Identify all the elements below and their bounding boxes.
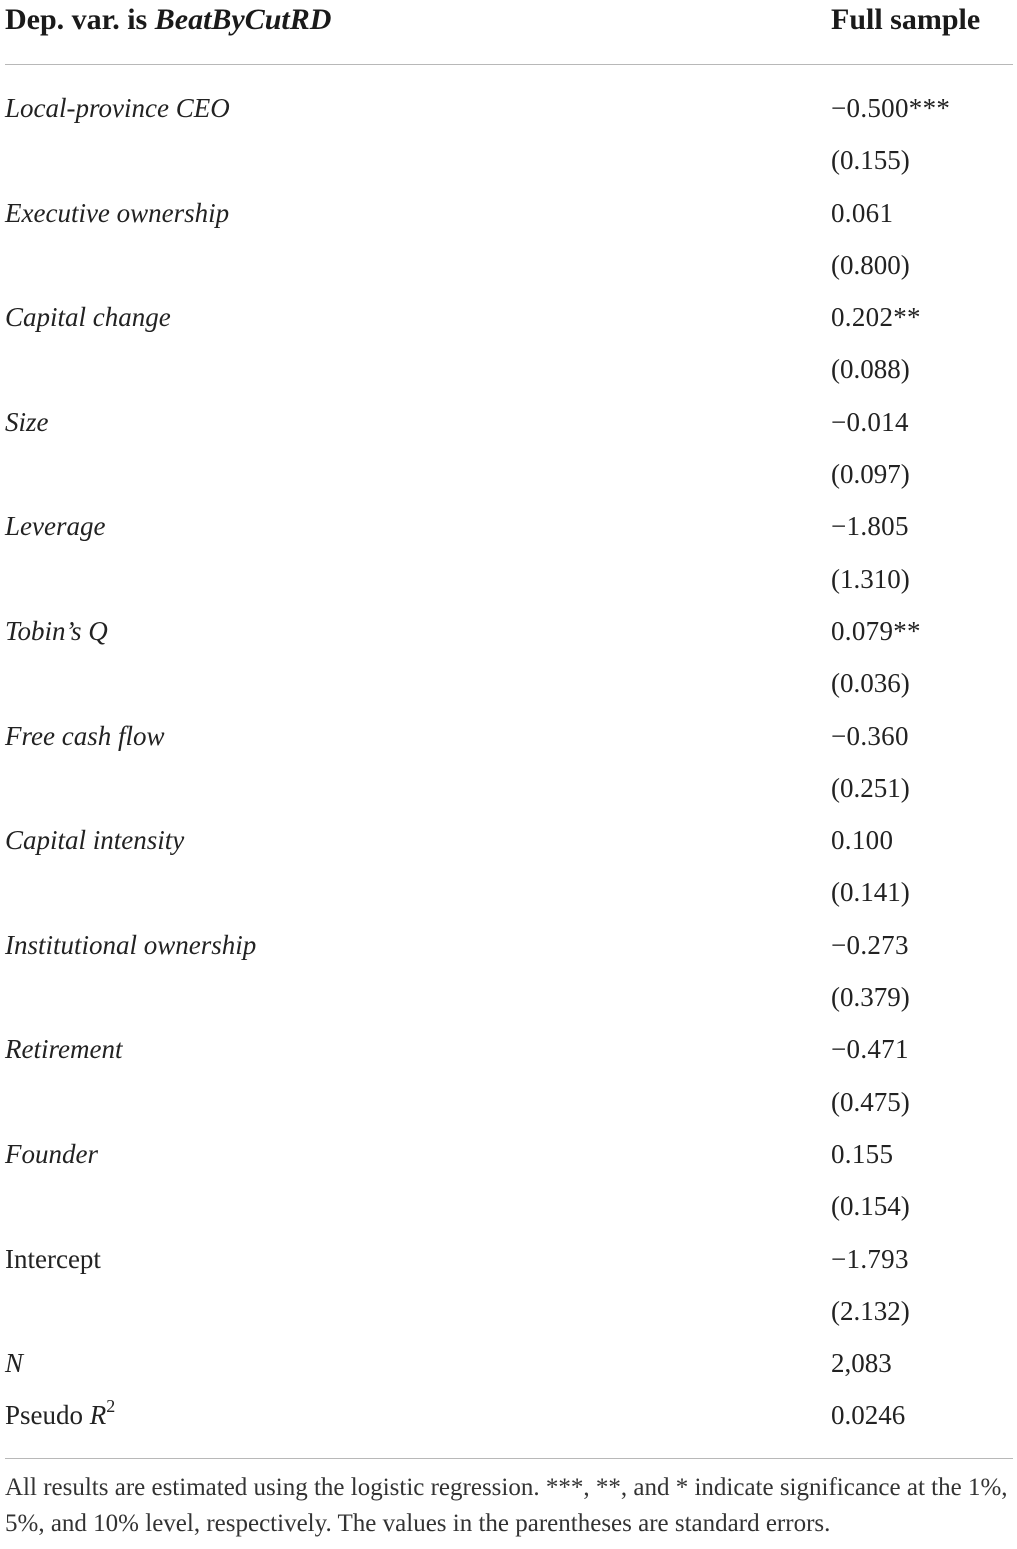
table-row	[5, 1023, 1013, 1075]
variable-label: Local-province CEO	[5, 93, 230, 123]
observations-label: N	[5, 1348, 24, 1379]
variable-label: Executive ownership	[5, 197, 230, 228]
table-row	[5, 814, 1013, 866]
table-row	[5, 971, 1013, 1023]
standard-error-value: (0.141)	[831, 877, 910, 908]
coefficient-value: −0.014	[831, 406, 909, 437]
table-row	[5, 343, 1013, 395]
table-body	[5, 82, 1013, 1442]
dependent-variable-header: Dep. var. is BeatByCutRD	[5, 3, 332, 36]
observations-value: 2,083	[831, 1348, 892, 1379]
standard-error-value: (0.088)	[831, 354, 910, 385]
coefficient-value: −1.805	[831, 511, 909, 542]
standard-error-value: (0.097)	[831, 459, 910, 490]
coefficient-value: 0.202**	[831, 302, 921, 333]
table-row	[5, 500, 1013, 552]
variable-label: Intercept	[5, 1243, 101, 1274]
coefficient-value: −1.793	[831, 1243, 909, 1274]
variable-label: Free cash flow	[5, 720, 165, 751]
header-rule	[5, 64, 1013, 65]
coefficient-value: −0.273	[831, 929, 909, 960]
table-row	[5, 1128, 1013, 1180]
variable-label: Capital intensity	[5, 825, 185, 856]
variable-label: Leverage	[5, 511, 106, 542]
coefficient-value: 0.079**	[831, 615, 921, 646]
table-row	[5, 1285, 1013, 1337]
variable-label: Capital change	[5, 302, 171, 333]
table-footnote: All results are estimated using the logistic regression. ***, **, and * indicate significance at the 1%, 5%, and 10% level, respectively. The values in the parentheses are standard errors.	[5, 1474, 1008, 1537]
table-row	[5, 657, 1013, 709]
column-header-full-sample: Full sample	[831, 3, 981, 36]
standard-error-value: (0.155)	[831, 145, 910, 176]
standard-error-value: (0.154)	[831, 1191, 910, 1222]
table-row	[5, 710, 1013, 762]
table-row	[5, 1180, 1013, 1232]
coefficient-value: 0.061	[831, 197, 894, 228]
standard-error-value: (0.036)	[831, 668, 910, 699]
standard-error-value: (0.800)	[831, 249, 910, 280]
standard-error-value: (0.379)	[831, 982, 910, 1013]
table-row	[5, 866, 1013, 918]
table-row	[5, 919, 1013, 971]
variable-label: Tobin’s Q	[5, 615, 108, 646]
table-row	[5, 239, 1013, 291]
regression-table	[5, 0, 1013, 1431]
coefficient-value: −0.360	[831, 720, 909, 751]
footer-rule	[5, 1458, 1013, 1459]
table-row	[5, 762, 1013, 814]
coefficient-value: 0.100	[831, 825, 894, 856]
coefficient-value: −0.471	[831, 1034, 909, 1065]
pseudo-r2-value: 0.0246	[831, 1400, 906, 1431]
table-row	[5, 187, 1013, 239]
pseudo-r2-row	[5, 1389, 1013, 1441]
variable-label: Institutional ownership	[5, 929, 257, 960]
coefficient-value: 0.155	[831, 1138, 894, 1169]
dependent-variable-name: BeatByCutRD	[154, 3, 332, 36]
variable-label: Retirement	[5, 1034, 123, 1065]
table-row	[5, 553, 1013, 605]
coefficient-value: −0.500***	[831, 93, 951, 123]
standard-error-value: (0.251)	[831, 772, 910, 803]
standard-error-value: (0.475)	[831, 1086, 910, 1117]
variable-label: Founder	[5, 1138, 98, 1169]
table-row	[5, 82, 1013, 134]
table-row	[5, 396, 1013, 448]
variable-label: Size	[5, 406, 49, 437]
standard-error-value: (1.310)	[831, 563, 910, 594]
standard-error-value: (2.132)	[831, 1295, 910, 1326]
table-row	[5, 1076, 1013, 1128]
pseudo-r2-label: Pseudo $R^2$	[5, 1396, 116, 1431]
table-header	[5, 0, 1013, 64]
observations-row	[5, 1337, 1013, 1389]
table-row	[5, 1233, 1013, 1285]
table-row	[5, 448, 1013, 500]
table-row	[5, 134, 1013, 186]
table-row	[5, 291, 1013, 343]
table-row	[5, 605, 1013, 657]
